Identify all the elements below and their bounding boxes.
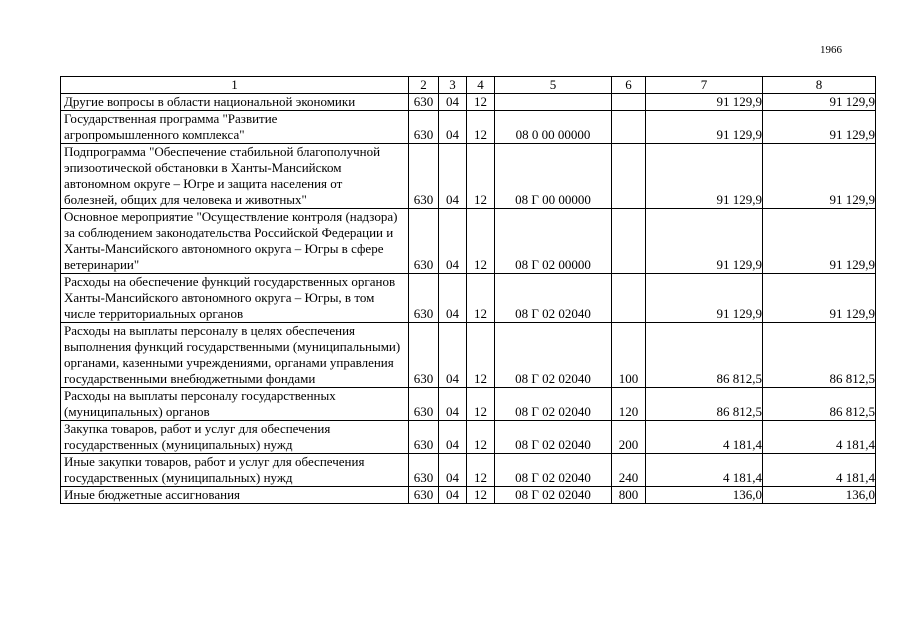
row-admin-code: 630 [409, 421, 439, 454]
row-amount-col8: 91 129,9 [763, 144, 876, 209]
column-header: 3 [439, 77, 467, 94]
row-section-code: 04 [439, 274, 467, 323]
row-section-code: 04 [439, 94, 467, 111]
row-expense-type: 800 [612, 487, 646, 504]
row-admin-code: 630 [409, 111, 439, 144]
table-row [61, 421, 876, 454]
row-section-code: 04 [439, 111, 467, 144]
row-subsection-code: 12 [467, 454, 495, 487]
row-amount-col7: 91 129,9 [646, 274, 763, 323]
column-header: 1 [61, 77, 409, 94]
row-amount-col7: 91 129,9 [646, 94, 763, 111]
row-section-code: 04 [439, 209, 467, 274]
column-header: 7 [646, 77, 763, 94]
row-target-code: 08 Г 02 02040 [495, 323, 612, 388]
row-expense-type [612, 111, 646, 144]
row-expense-type [612, 144, 646, 209]
row-amount-col7: 136,0 [646, 487, 763, 504]
column-header: 8 [763, 77, 876, 94]
row-amount-col7: 91 129,9 [646, 144, 763, 209]
row-amount-col7: 86 812,5 [646, 388, 763, 421]
row-section-code: 04 [439, 323, 467, 388]
row-expense-type: 100 [612, 323, 646, 388]
table-row [61, 274, 876, 323]
row-target-code: 08 Г 00 00000 [495, 144, 612, 209]
row-amount-col8: 86 812,5 [763, 388, 876, 421]
row-name: Закупка товаров, работ и услуг для обеспечения государственных (муниципальных) нужд [61, 421, 409, 454]
row-name: Расходы на обеспечение функций государственных органов Ханты-Мансийского автономного округа – Югры, в том числе территориальных органов [61, 274, 409, 323]
row-name: Иные бюджетные ассигнования [61, 487, 409, 504]
row-admin-code: 630 [409, 144, 439, 209]
table-row [61, 323, 876, 388]
row-amount-col8: 86 812,5 [763, 323, 876, 388]
row-amount-col8: 91 129,9 [763, 111, 876, 144]
row-amount-col7: 4 181,4 [646, 421, 763, 454]
row-amount-col8: 136,0 [763, 487, 876, 504]
row-expense-type: 240 [612, 454, 646, 487]
row-target-code [495, 94, 612, 111]
row-name: Основное мероприятие "Осуществление контроля (надзора) за соблюдением законодательства Российской Федерации и Ханты-Мансийского автономного округа – Югры в сфере ветеринарии" [61, 209, 409, 274]
table-row [61, 388, 876, 421]
table-row [61, 487, 876, 504]
column-header: 5 [495, 77, 612, 94]
row-admin-code: 630 [409, 323, 439, 388]
row-expense-type [612, 94, 646, 111]
row-section-code: 04 [439, 388, 467, 421]
row-section-code: 04 [439, 421, 467, 454]
row-amount-col8: 91 129,9 [763, 274, 876, 323]
row-admin-code: 630 [409, 209, 439, 274]
column-header: 6 [612, 77, 646, 94]
row-subsection-code: 12 [467, 209, 495, 274]
row-name: Подпрограмма "Обеспечение стабильной благополучной эпизоотической обстановки в Ханты-Мансийском автономном округе – Югре и защита населения от болезней, общих для человека и животных" [61, 144, 409, 209]
table-row [61, 144, 876, 209]
row-target-code: 08 Г 02 02040 [495, 388, 612, 421]
row-section-code: 04 [439, 144, 467, 209]
row-subsection-code: 12 [467, 421, 495, 454]
budget-table [60, 76, 876, 504]
row-expense-type: 200 [612, 421, 646, 454]
row-admin-code: 630 [409, 454, 439, 487]
row-target-code: 08 Г 02 02040 [495, 487, 612, 504]
row-target-code: 08 Г 02 02040 [495, 421, 612, 454]
table-header-row [61, 77, 876, 94]
row-admin-code: 630 [409, 274, 439, 323]
row-admin-code: 630 [409, 94, 439, 111]
row-admin-code: 630 [409, 388, 439, 421]
row-name: Иные закупки товаров, работ и услуг для обеспечения государственных (муниципальных) нужд [61, 454, 409, 487]
row-subsection-code: 12 [467, 274, 495, 323]
table-row [61, 111, 876, 144]
row-subsection-code: 12 [467, 487, 495, 504]
row-target-code: 08 Г 02 02040 [495, 274, 612, 323]
row-amount-col8: 91 129,9 [763, 209, 876, 274]
row-amount-col8: 91 129,9 [763, 94, 876, 111]
row-target-code: 08 0 00 00000 [495, 111, 612, 144]
row-amount-col8: 4 181,4 [763, 454, 876, 487]
column-header: 4 [467, 77, 495, 94]
row-name: Расходы на выплаты персоналу государственных (муниципальных) органов [61, 388, 409, 421]
row-section-code: 04 [439, 487, 467, 504]
row-admin-code: 630 [409, 487, 439, 504]
row-name: Расходы на выплаты персоналу в целях обеспечения выполнения функций государственными (муниципальными) органами, казенными учреждениями, органами управления государственными внебюджетными фондами [61, 323, 409, 388]
row-subsection-code: 12 [467, 111, 495, 144]
row-subsection-code: 12 [467, 388, 495, 421]
table-row [61, 454, 876, 487]
row-subsection-code: 12 [467, 144, 495, 209]
row-name: Государственная программа "Развитие агропромышленного комплекса" [61, 111, 409, 144]
row-amount-col7: 4 181,4 [646, 454, 763, 487]
table-row [61, 209, 876, 274]
row-name: Другие вопросы в области национальной экономики [61, 94, 409, 111]
table-row [61, 94, 876, 111]
row-amount-col7: 91 129,9 [646, 111, 763, 144]
row-amount-col7: 86 812,5 [646, 323, 763, 388]
row-amount-col8: 4 181,4 [763, 421, 876, 454]
row-section-code: 04 [439, 454, 467, 487]
row-subsection-code: 12 [467, 94, 495, 111]
row-expense-type [612, 209, 646, 274]
row-expense-type [612, 274, 646, 323]
row-subsection-code: 12 [467, 323, 495, 388]
row-amount-col7: 91 129,9 [646, 209, 763, 274]
column-header: 2 [409, 77, 439, 94]
page-number: 1966 [820, 44, 842, 56]
row-target-code: 08 Г 02 00000 [495, 209, 612, 274]
row-target-code: 08 Г 02 02040 [495, 454, 612, 487]
row-expense-type: 120 [612, 388, 646, 421]
